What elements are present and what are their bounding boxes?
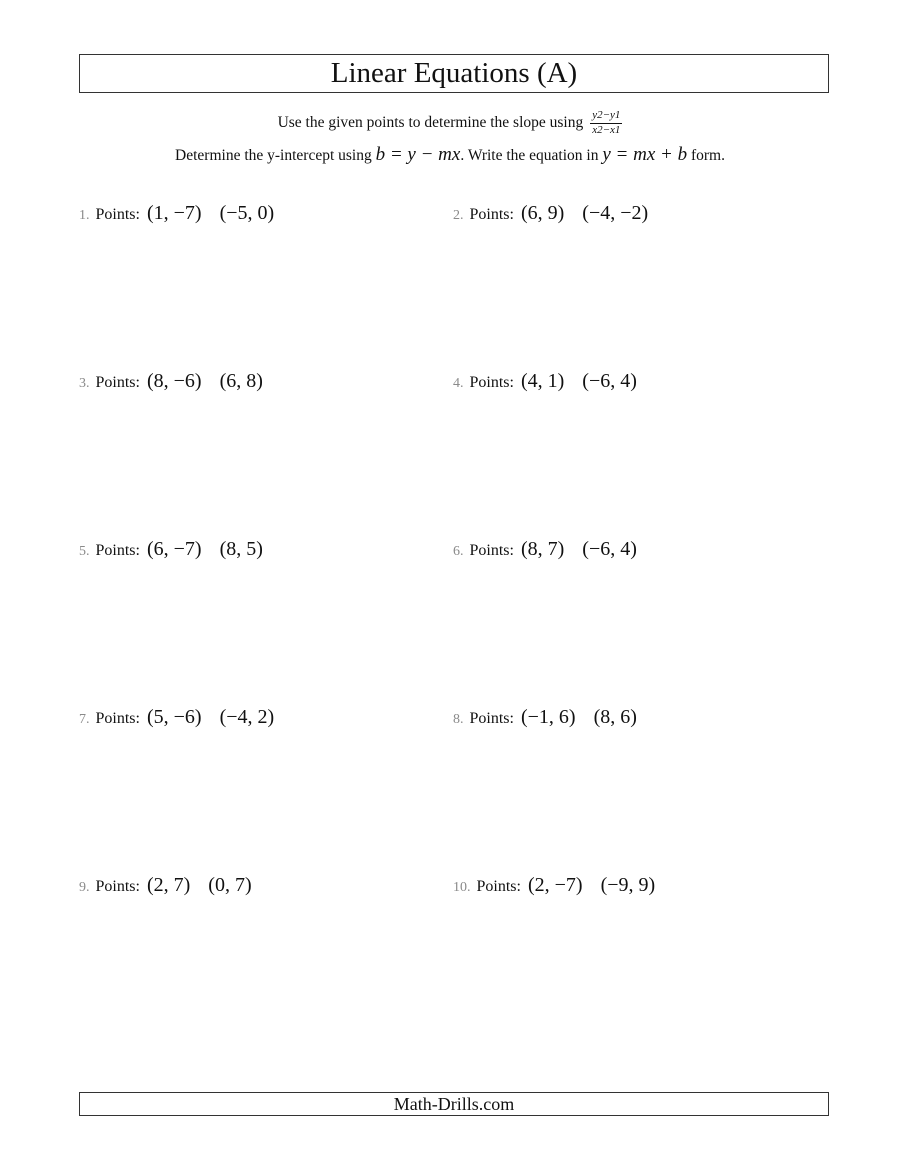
point-2: (8, 5) — [219, 538, 263, 560]
point-2: (−6, 4) — [582, 538, 637, 560]
point-2: (−4, 2) — [219, 706, 275, 728]
point-1: (6, 9) — [520, 202, 565, 224]
problem-3 — [79, 370, 281, 393]
point-1: (5, −6) — [146, 706, 202, 728]
problem-9 — [79, 874, 270, 897]
problem-number: 5. — [79, 544, 90, 559]
slope-intercept-form: y = mx + b — [602, 144, 688, 165]
slope-denominator: x2−x1 — [592, 123, 621, 136]
slope-formula — [590, 110, 622, 136]
problem-2 — [453, 202, 666, 225]
instructions-slope-text: Use the given points to determine the slope using — [277, 114, 584, 132]
instructions-intercept-part3: form. — [687, 147, 725, 164]
points-label: Points: — [469, 710, 514, 727]
problem-number: 10. — [453, 880, 471, 895]
problem-1 — [79, 202, 292, 225]
problem-10 — [453, 874, 673, 897]
problem-number: 6. — [453, 544, 464, 559]
problem-number: 3. — [79, 376, 90, 391]
points-label: Points: — [476, 878, 521, 895]
points-label: Points: — [469, 542, 514, 559]
point-1: (8, −6) — [146, 370, 202, 392]
point-1: (−1, 6) — [520, 706, 576, 728]
problem-6 — [453, 538, 655, 561]
problem-number: 8. — [453, 712, 464, 727]
point-1: (6, −7) — [146, 538, 202, 560]
point-2: (−6, 4) — [582, 370, 637, 392]
points-label: Points: — [95, 374, 140, 391]
instructions-intercept — [0, 144, 900, 166]
point-2: (−4, −2) — [582, 202, 649, 224]
footer-text: Math-Drills.com — [393, 1093, 515, 1114]
footer — [79, 1092, 829, 1116]
point-1: (1, −7) — [146, 202, 202, 224]
instructions-slope — [0, 110, 900, 136]
points-label: Points: — [95, 710, 140, 727]
problem-4 — [453, 370, 655, 393]
problem-number: 1. — [79, 208, 90, 223]
instructions-intercept-part2: . Write the equation in — [460, 147, 603, 164]
problem-number: 9. — [79, 880, 90, 895]
problem-8 — [453, 706, 655, 729]
problem-number: 2. — [453, 208, 464, 223]
points-label: Points: — [95, 206, 140, 223]
point-2: (0, 7) — [208, 874, 252, 896]
worksheet-title — [79, 54, 829, 93]
points-label: Points: — [95, 878, 140, 895]
point-1: (4, 1) — [520, 370, 565, 392]
problem-5 — [79, 538, 281, 561]
points-label: Points: — [95, 542, 140, 559]
points-label: Points: — [469, 374, 514, 391]
point-2: (6, 8) — [219, 370, 263, 392]
point-2: (8, 6) — [593, 706, 637, 728]
worksheet-title-text: Linear Equations (A) — [330, 57, 578, 89]
point-1: (8, 7) — [520, 538, 565, 560]
point-1: (2, −7) — [527, 874, 583, 896]
instructions-intercept-part1: Determine the y-intercept using — [175, 147, 376, 164]
problem-7 — [79, 706, 292, 729]
points-label: Points: — [469, 206, 514, 223]
point-2: (−5, 0) — [219, 202, 275, 224]
point-1: (2, 7) — [146, 874, 191, 896]
slope-numerator: y2−y1 — [590, 110, 622, 124]
problem-number: 7. — [79, 712, 90, 727]
point-2: (−9, 9) — [600, 874, 656, 896]
intercept-formula: b = y − mx — [375, 144, 461, 165]
problem-number: 4. — [453, 376, 464, 391]
